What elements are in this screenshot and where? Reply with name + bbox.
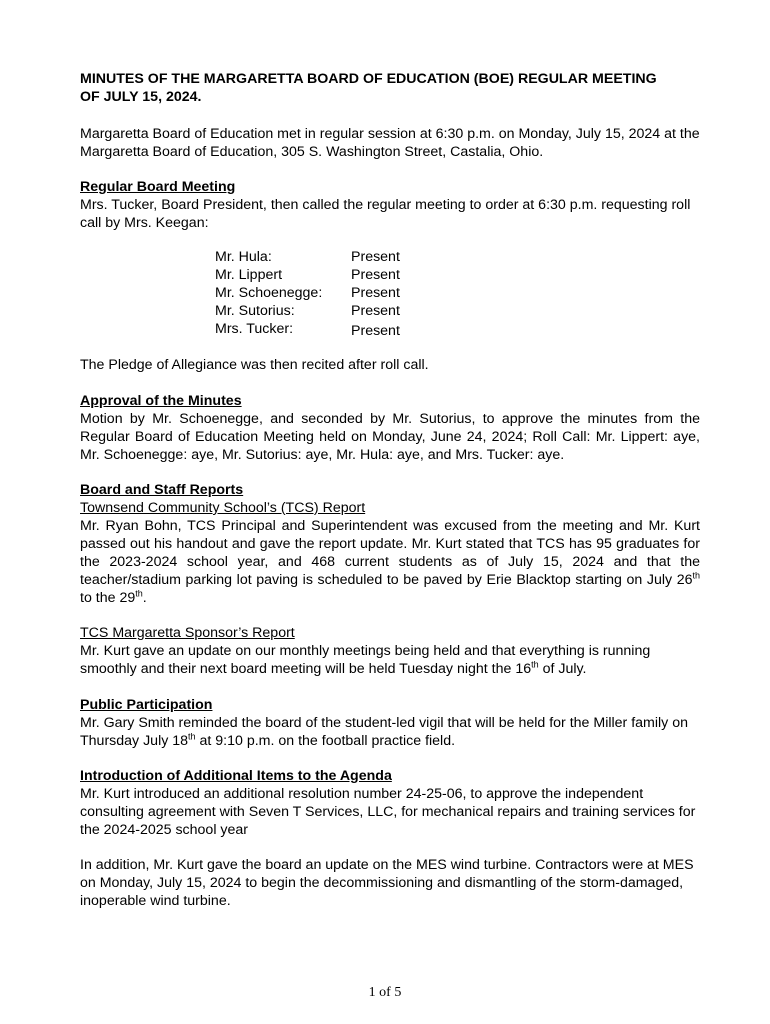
roll-call-name: Mr. Sutorius:: [215, 303, 295, 319]
roll-call-status: Present: [351, 267, 400, 283]
roll-call-name: Mr. Lippert: [215, 267, 283, 283]
roll-call-row: [215, 302, 435, 320]
roll-call-list: [215, 248, 435, 338]
sponsor-text-part: of July.: [538, 661, 587, 677]
roll-call-status: Present: [351, 323, 400, 339]
additional-items-text: Mr. Kurt introduced an additional resolution number 24-25-06, to approve the independent consulting agreement with Seven T Services, LLC, for mechanical repairs and training services for the 2024-2025 school year: [80, 786, 696, 838]
title-line-1: MINUTES OF THE MARGARETTA BOARD OF EDUCATION (BOE) REGULAR MEETING: [80, 71, 657, 87]
intro-paragraph: Margaretta Board of Education met in regular session at 6:30 p.m. on Monday, July 15, 2024 at the Margaretta Board of Education, 305 S. Washington Street, Castalia, Ohio.: [80, 126, 700, 160]
roll-call-row: [215, 284, 435, 302]
roll-call-row: [215, 320, 435, 338]
tcs-text-part: Mr. Ryan Bohn, TCS Principal and Superintendent was excused from the meeting and Mr. Kurt passed out his handout and gave the report update. Mr. Kurt stated that TCS has 95 graduates for the 2023-2024 school year, and 468 current students as of July 15, 2024 and that the teacher/stadium parking lot paving is scheduled to be paved by Erie Blacktop starting on July 26: [80, 518, 700, 588]
public-participation-text: [80, 714, 700, 750]
tcs-text-part: to the 29: [80, 590, 136, 606]
regular-meeting-heading: Regular Board Meeting: [80, 179, 236, 195]
roll-call-name: Mrs. Tucker:: [215, 321, 294, 337]
approval-heading: Approval of the Minutes: [80, 393, 242, 409]
ordinal-suffix: th: [692, 570, 700, 581]
pledge-paragraph: The Pledge of Allegiance was then recited after roll call.: [80, 357, 429, 373]
ordinal-suffix: th: [135, 588, 143, 599]
reports-heading: Board and Staff Reports: [80, 482, 244, 498]
title-line-2: OF JULY 15, 2024.: [80, 89, 202, 105]
public-participation-heading: Public Participation: [80, 697, 213, 713]
roll-call-name: Mr. Schoenegge:: [215, 285, 323, 301]
approval-text: Motion by Mr. Schoenegge, and seconded by Mr. Sutorius, to approve the minutes from the Regular Board of Education Meeting held on Monday, June 24, 2024; Roll Call: Mr. Lippert: aye, Mr. Schoenegge: aye, Mr. Sutorius: aye, Mr. Hula: aye, and Mrs. Tucker: aye.: [80, 411, 700, 463]
page-number: 1 of 5: [368, 985, 402, 1000]
sponsor-report-text: [80, 642, 700, 678]
roll-call-status: Present: [351, 303, 400, 319]
tcs-text-part: .: [142, 590, 147, 606]
roll-call-row: [215, 266, 435, 284]
roll-call-status: Present: [351, 285, 400, 301]
document-title: [80, 70, 700, 106]
regular-meeting-text: Mrs. Tucker, Board President, then called the regular meeting to order at 6:30 p.m. requesting roll call by Mrs. Keegan:: [80, 197, 691, 231]
ordinal-suffix: th: [531, 659, 539, 670]
additional-items-heading: Introduction of Additional Items to the Agenda: [80, 768, 392, 784]
tcs-report-subheading: Townsend Community School’s (TCS) Report: [80, 500, 366, 516]
tcs-report-text: [80, 517, 700, 607]
public-text-part: Mr. Gary Smith reminded the board of the student-led vigil that will be held for the Miller family on Thursday July 18: [80, 715, 688, 749]
roll-call-row: [215, 248, 435, 266]
ordinal-suffix: th: [188, 731, 196, 742]
roll-call-status: Present: [351, 249, 400, 265]
wind-turbine-paragraph: In addition, Mr. Kurt gave the board an update on the MES wind turbine. Contractors were at MES on Monday, July 15, 2024 to begin the decommissioning and dismantling of the storm-damaged, inoperable wind turbine.: [80, 857, 694, 909]
public-text-part: at 9:10 p.m. on the football practice field.: [195, 733, 456, 749]
sponsor-report-subheading: TCS Margaretta Sponsor’s Report: [80, 625, 295, 641]
roll-call-name: Mr. Hula:: [215, 249, 272, 265]
sponsor-text-part: Mr. Kurt gave an update on our monthly meetings being held and that everything is running smoothly and their next board meeting will be held Tuesday night the 16: [80, 643, 651, 677]
